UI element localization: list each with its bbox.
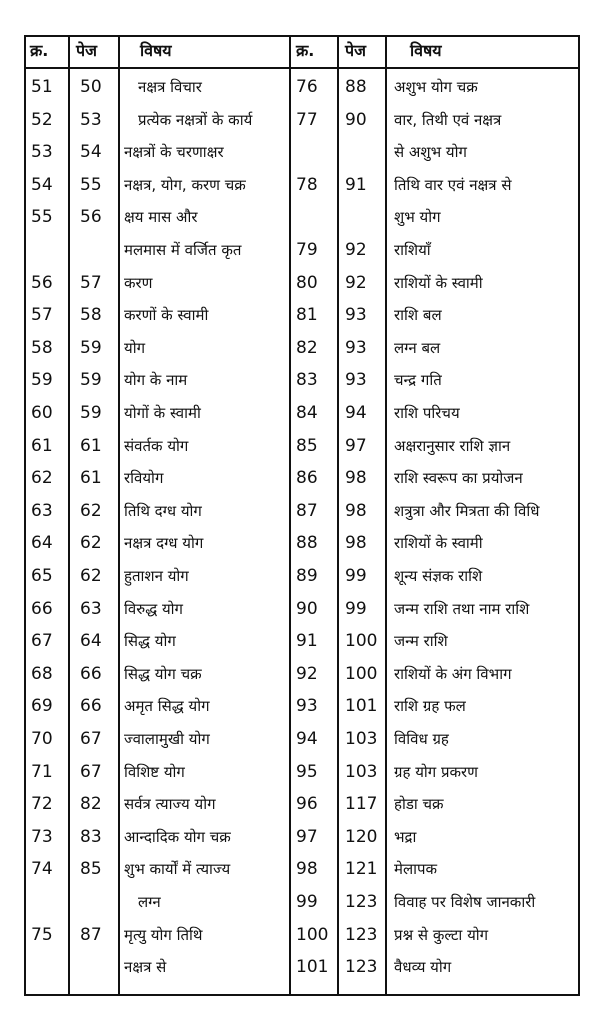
header-page-left: पेज xyxy=(76,41,97,60)
subject-text: संवर्तक योग xyxy=(124,437,189,455)
subject-text: चन्द्र गति xyxy=(394,371,442,389)
page-number: 103 xyxy=(345,729,378,749)
row-number: 56 xyxy=(31,273,53,293)
subject-text: अशुभ योग चक्र xyxy=(394,78,478,96)
page-number: 88 xyxy=(345,77,367,97)
page-number: 94 xyxy=(345,403,367,423)
column-divider xyxy=(337,35,339,996)
row-number: 66 xyxy=(31,599,53,619)
subject-text: नक्षत्र, योग, करण चक्र xyxy=(124,176,246,194)
header-subject-right: विषय xyxy=(410,41,442,60)
subject-text: वैधव्य योग xyxy=(394,958,452,976)
page-number: 66 xyxy=(80,696,102,716)
subject-text: लग्न बल xyxy=(394,339,441,357)
row-number: 89 xyxy=(296,566,318,586)
column-divider xyxy=(68,35,70,996)
page-number: 100 xyxy=(345,631,378,651)
page-number: 99 xyxy=(345,599,367,619)
row-number: 63 xyxy=(31,501,53,521)
row-number: 77 xyxy=(296,110,318,130)
row-number: 74 xyxy=(31,859,53,879)
row-number: 85 xyxy=(296,436,318,456)
row-number: 52 xyxy=(31,110,53,130)
row-number: 51 xyxy=(31,77,53,97)
row-number: 87 xyxy=(296,501,318,521)
subject-text: राशि बल xyxy=(394,306,442,324)
subject-text: राशियाँ xyxy=(394,241,431,259)
row-number: 92 xyxy=(296,664,318,684)
page-number: 92 xyxy=(345,240,367,260)
subject-text: रवियोग xyxy=(124,469,164,487)
subject-text: प्रत्येक नक्षत्रों के कार्य xyxy=(138,111,253,129)
page-number: 117 xyxy=(345,794,378,814)
subject-text: नक्षत्र दग्ध योग xyxy=(124,534,204,552)
page-number: 91 xyxy=(345,175,367,195)
page-number: 92 xyxy=(345,273,367,293)
row-number: 101 xyxy=(296,957,329,977)
header-subject-left: विषय xyxy=(140,41,172,60)
page-number: 59 xyxy=(80,338,102,358)
subject-text: भद्रा xyxy=(394,828,417,846)
page-number: 87 xyxy=(80,925,102,945)
page-number: 62 xyxy=(80,533,102,553)
page-number: 59 xyxy=(80,370,102,390)
subject-text: करणों के स्वामी xyxy=(124,306,209,324)
subject-text: मलमास में वर्जित कृत xyxy=(124,241,242,259)
subject-text: तिथि दग्ध योग xyxy=(124,502,202,520)
row-number: 53 xyxy=(31,142,53,162)
row-number: 75 xyxy=(31,925,53,945)
subject-text: प्रश्न से कुल्टा योग xyxy=(394,926,489,944)
row-number: 78 xyxy=(296,175,318,195)
page-number: 85 xyxy=(80,859,102,879)
row-number: 98 xyxy=(296,859,318,879)
page-number: 61 xyxy=(80,436,102,456)
row-number: 82 xyxy=(296,338,318,358)
subject-text: शुभ कार्यों में त्याज्य xyxy=(124,860,231,878)
page-number: 63 xyxy=(80,599,102,619)
row-number: 55 xyxy=(31,207,53,227)
row-number: 59 xyxy=(31,370,53,390)
row-number: 83 xyxy=(296,370,318,390)
row-number: 65 xyxy=(31,566,53,586)
page-number: 121 xyxy=(345,859,378,879)
row-number: 94 xyxy=(296,729,318,749)
page-number: 83 xyxy=(80,827,102,847)
subject-text: राशि ग्रह फल xyxy=(394,697,466,715)
subject-text: क्षय मास और xyxy=(124,208,198,226)
row-number: 97 xyxy=(296,827,318,847)
page-number: 101 xyxy=(345,696,378,716)
page-number: 54 xyxy=(80,142,102,162)
page-number: 66 xyxy=(80,664,102,684)
page-number: 93 xyxy=(345,305,367,325)
subject-text: राशियों के अंग विभाग xyxy=(394,665,512,683)
row-number: 99 xyxy=(296,892,318,912)
subject-text: होडा चक्र xyxy=(394,795,444,813)
subject-text: राशि परिचय xyxy=(394,404,460,422)
row-number: 61 xyxy=(31,436,53,456)
subject-text: सिद्ध योग xyxy=(124,632,176,650)
page-number: 99 xyxy=(345,566,367,586)
row-number: 95 xyxy=(296,762,318,782)
subject-text: करण xyxy=(124,274,153,292)
row-number: 100 xyxy=(296,925,329,945)
row-number: 79 xyxy=(296,240,318,260)
subject-text: वार, तिथी एवं नक्षत्र xyxy=(394,111,502,129)
subject-text: राशियों के स्वामी xyxy=(394,534,483,552)
row-number: 84 xyxy=(296,403,318,423)
page-number: 64 xyxy=(80,631,102,651)
page-number: 98 xyxy=(345,501,367,521)
subject-text: अक्षरानुसार राशि ज्ञान xyxy=(394,437,511,455)
header-divider xyxy=(24,67,580,69)
subject-text: तिथि वार एवं नक्षत्र से xyxy=(394,176,512,194)
subject-text: अमृत सिद्ध योग xyxy=(124,697,210,715)
page-number: 98 xyxy=(345,468,367,488)
page-number: 103 xyxy=(345,762,378,782)
column-divider xyxy=(385,35,387,996)
row-number: 96 xyxy=(296,794,318,814)
page-number: 82 xyxy=(80,794,102,814)
page-number: 67 xyxy=(80,729,102,749)
column-divider xyxy=(118,35,120,996)
subject-text: हुताशन योग xyxy=(124,567,189,585)
subject-text: राशि स्वरूप का प्रयोजन xyxy=(394,469,523,487)
row-number: 88 xyxy=(296,533,318,553)
page-number: 56 xyxy=(80,207,102,227)
row-number: 67 xyxy=(31,631,53,651)
page-number: 67 xyxy=(80,762,102,782)
row-number: 93 xyxy=(296,696,318,716)
subject-text: ग्रह योग प्रकरण xyxy=(394,763,479,781)
row-number: 72 xyxy=(31,794,53,814)
page-number: 62 xyxy=(80,566,102,586)
subject-text: योगों के स्वामी xyxy=(124,404,201,422)
subject-text: योग xyxy=(124,339,146,357)
row-number: 90 xyxy=(296,599,318,619)
header-no-left: क्र. xyxy=(30,41,49,60)
row-number: 70 xyxy=(31,729,53,749)
header-no-right: क्र. xyxy=(296,41,315,60)
subject-text: राशियों के स्वामी xyxy=(394,274,483,292)
subject-text: जन्म राशि तथा नाम राशि xyxy=(394,600,530,618)
subject-text: ज्वालामुखी योग xyxy=(124,730,210,748)
row-number: 73 xyxy=(31,827,53,847)
page-number: 97 xyxy=(345,436,367,456)
page-number: 123 xyxy=(345,925,378,945)
row-number: 64 xyxy=(31,533,53,553)
column-divider xyxy=(289,35,291,996)
row-number: 69 xyxy=(31,696,53,716)
page-number: 120 xyxy=(345,827,378,847)
page-number: 55 xyxy=(80,175,102,195)
page-number: 100 xyxy=(345,664,378,684)
header-page-right: पेज xyxy=(345,41,366,60)
subject-text: शुभ योग xyxy=(394,208,441,226)
subject-text: योग के नाम xyxy=(124,371,188,389)
page-number: 90 xyxy=(345,110,367,130)
subject-text: नक्षत्रों के चरणाक्षर xyxy=(124,143,224,161)
page-number: 123 xyxy=(345,957,378,977)
row-number: 81 xyxy=(296,305,318,325)
row-number: 54 xyxy=(31,175,53,195)
row-number: 58 xyxy=(31,338,53,358)
subject-text: सिद्ध योग चक्र xyxy=(124,665,202,683)
subject-text: शून्य संज्ञक राशि xyxy=(394,567,483,585)
subject-text: विविध ग्रह xyxy=(394,730,449,748)
row-number: 86 xyxy=(296,468,318,488)
page-number: 59 xyxy=(80,403,102,423)
subject-text: विवाह पर विशेष जानकारी xyxy=(394,893,536,911)
subject-text: नक्षत्र विचार xyxy=(138,78,202,96)
row-number: 71 xyxy=(31,762,53,782)
subject-text: मेलापक xyxy=(394,860,438,878)
subject-text: लग्न xyxy=(138,893,161,911)
row-number: 57 xyxy=(31,305,53,325)
page-number: 57 xyxy=(80,273,102,293)
subject-text: नक्षत्र से xyxy=(124,958,167,976)
row-number: 68 xyxy=(31,664,53,684)
page-number: 61 xyxy=(80,468,102,488)
row-number: 91 xyxy=(296,631,318,651)
page-number: 123 xyxy=(345,892,378,912)
page-number: 50 xyxy=(80,77,102,97)
page-number: 62 xyxy=(80,501,102,521)
subject-text: सर्वत्र त्याज्य योग xyxy=(124,795,216,813)
row-number: 60 xyxy=(31,403,53,423)
row-number: 62 xyxy=(31,468,53,488)
subject-text: विशिष्ट योग xyxy=(124,763,185,781)
page-number: 98 xyxy=(345,533,367,553)
subject-text: शत्रुत्रा और मित्रता की विधि xyxy=(394,502,540,520)
subject-text: विरुद्ध योग xyxy=(124,600,183,618)
subject-text: जन्म राशि xyxy=(394,632,448,650)
page-number: 58 xyxy=(80,305,102,325)
subject-text: से अशुभ योग xyxy=(394,143,467,161)
page-number: 53 xyxy=(80,110,102,130)
row-number: 76 xyxy=(296,77,318,97)
page-number: 93 xyxy=(345,338,367,358)
subject-text: आन्दादिक योग चक्र xyxy=(124,828,231,846)
page-number: 93 xyxy=(345,370,367,390)
row-number: 80 xyxy=(296,273,318,293)
subject-text: मृत्यु योग तिथि xyxy=(124,926,203,944)
